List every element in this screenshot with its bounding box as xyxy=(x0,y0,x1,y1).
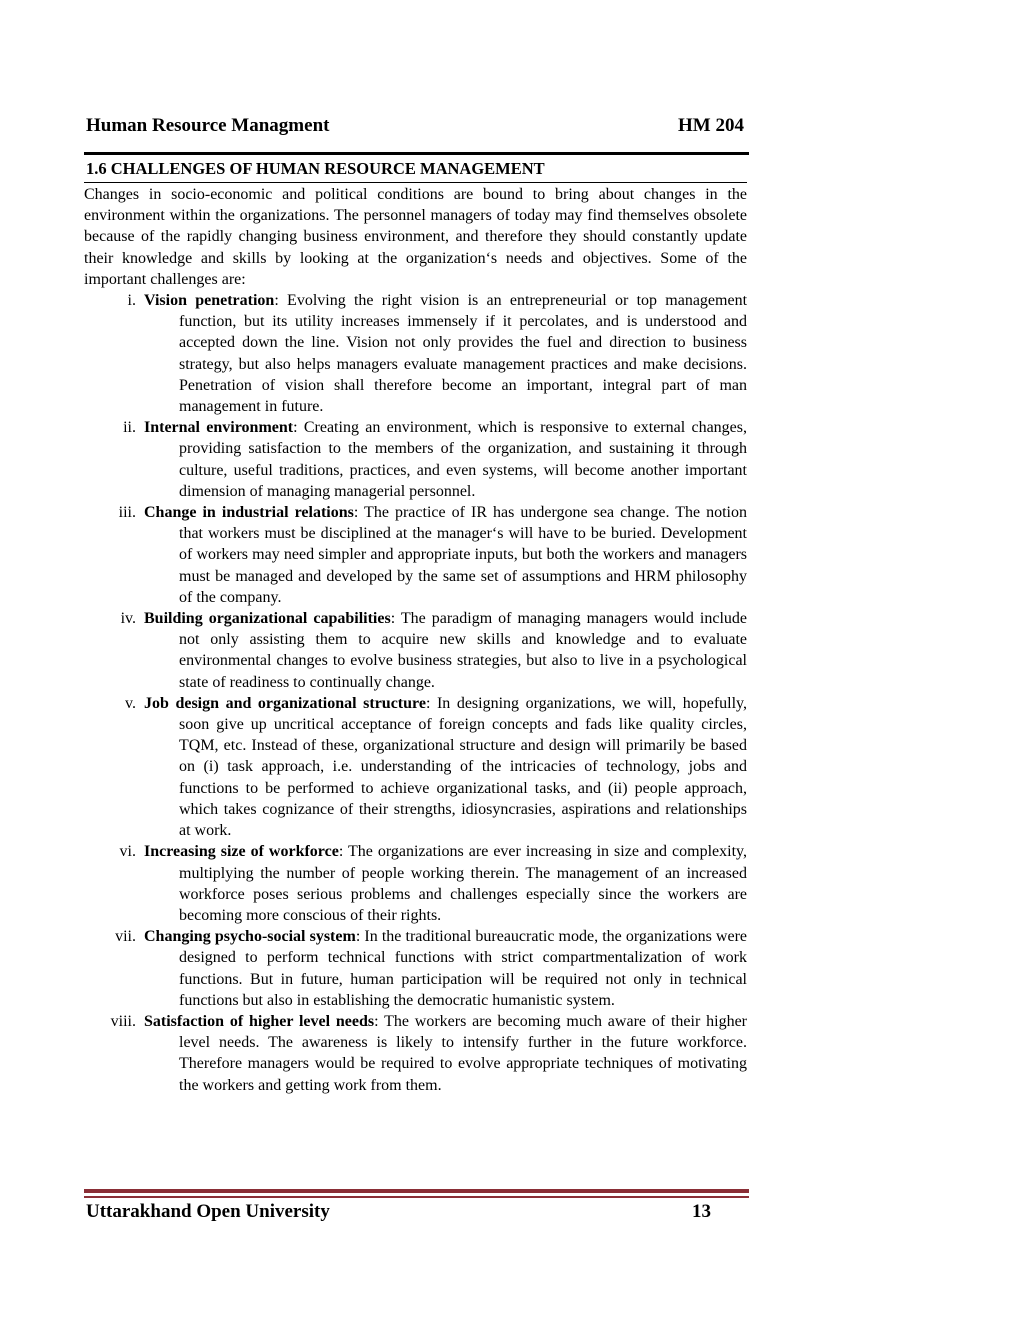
challenge-text: : The workers are becoming much aware of their higher level needs. The awareness is likely to intensify further in the future workforce. Therefore managers would be required to evolve appropriate techniques of motivating the workers and getting work from them. xyxy=(179,1012,747,1094)
header-divider xyxy=(84,152,749,155)
challenge-text: : The practice of IR has undergone sea change. The notion that workers must be disciplined at the manager‘s will have to be buried. Development of workers may need simpler and appropriate inputs, but both the workers and managers must be managed and developed by the same set of assumptions and HRM philosophy of the company. xyxy=(179,504,747,606)
challenge-text: : Creating an environment, which is responsive to external changes, providing satisfaction to the members of the organization, and sustaining it through culture, useful traditions, practices, and even systems, will become another important dimension of managing managerial personnel. xyxy=(179,419,747,500)
section-title: 1.6 CHALLENGES OF HUMAN RESOURCE MANAGEMENT xyxy=(86,159,545,178)
list-item xyxy=(84,290,747,417)
list-numeral: v. xyxy=(125,694,136,712)
challenge-heading: Increasing size of workforce xyxy=(144,843,339,861)
page-footer xyxy=(84,1200,748,1226)
challenge-heading: Changing psycho-social system xyxy=(144,928,356,946)
challenge-heading: Internal environment xyxy=(144,419,294,437)
challenge-text: : The paradigm of managing managers would include not only assisting them to acquire new skills and knowledge and to evaluate environmental changes to evolve business strategies, but also to live in a psychological state of readiness to continually change. xyxy=(179,610,748,691)
list-numeral: viii. xyxy=(110,1012,136,1030)
footer-divider-thin xyxy=(84,1196,749,1198)
challenge-heading: Building organizational capabilities xyxy=(144,610,391,628)
challenge-text: : Evolving the right vision is an entrepreneurial or top management function, but its utility increases immensely if it percolates, and is understood and accepted down the line. Vision not only provides the fuel and direction to business strategy, but also helps managers evaluate management practices and make decisions. Penetration of vision shall therefore become an important, integral part of man management in future. xyxy=(179,292,748,416)
list-item xyxy=(84,1011,747,1096)
course-code: HM 204 xyxy=(678,115,744,136)
list-item xyxy=(84,693,747,841)
list-item xyxy=(84,926,747,1011)
footer-divider-thick xyxy=(84,1189,749,1193)
list-item xyxy=(84,841,747,926)
challenge-heading: Satisfaction of higher level needs xyxy=(144,1012,375,1030)
challenge-text: : The organizations are ever increasing in size and complexity, multiplying the number of people working therein. The management of an increased workforce poses serious problems and challenges especially since the workers are becoming more conscious of their rights. xyxy=(179,843,747,924)
page-content xyxy=(84,158,747,1096)
list-numeral: i. xyxy=(127,292,136,310)
challenge-heading: Vision penetration xyxy=(144,292,275,310)
challenge-text: : In the traditional bureaucratic mode, the organizations were designed to perform technical functions with strict compartmentalization of work functions. But in future, human participation will be required not only in technical functions but also in establishing the democratic humanistic system. xyxy=(179,928,748,1009)
challenge-heading: Job design and organizational structure xyxy=(144,694,426,712)
list-item xyxy=(84,502,747,608)
section-intro: Changes in socio-economic and political conditions are bound to bring about changes in the environment within the organizations. The personnel managers of today may find themselves obsolete because of the rapidly changing business environment, and therefore they should constantly update their knowledge and skills by looking at the organization‘s needs and objectives. Some of the important challenges are: xyxy=(84,186,747,288)
challenge-heading: Change in industrial relations xyxy=(144,504,354,522)
list-item xyxy=(84,417,747,502)
list-numeral: iv. xyxy=(120,610,136,628)
challenge-text: : In designing organizations, we will, hopefully, soon give up uncritical acceptance of foreign concepts and fads like quality circles, TQM, etc. Instead of these, organizational structure and design will primarily be based on (i) task approach, i.e. understanding of the intricacies of technology, jobs and functions to be performed to achieve organizational tasks, and (ii) people approach, which takes cognizance of their strengths, idiosyncrasies, aspirations and relationships at work. xyxy=(179,694,747,840)
list-numeral: iii. xyxy=(118,504,136,522)
challenges-list xyxy=(84,290,747,1096)
list-numeral: vi. xyxy=(119,843,136,861)
page-header xyxy=(84,114,748,140)
list-item xyxy=(84,608,747,693)
list-numeral: ii. xyxy=(123,419,136,437)
university-name: Uttarakhand Open University xyxy=(86,1201,330,1222)
section-title-divider xyxy=(84,182,747,183)
list-numeral: vii. xyxy=(115,928,136,946)
course-title: Human Resource Managment xyxy=(86,115,330,136)
page-number: 13 xyxy=(692,1201,711,1222)
